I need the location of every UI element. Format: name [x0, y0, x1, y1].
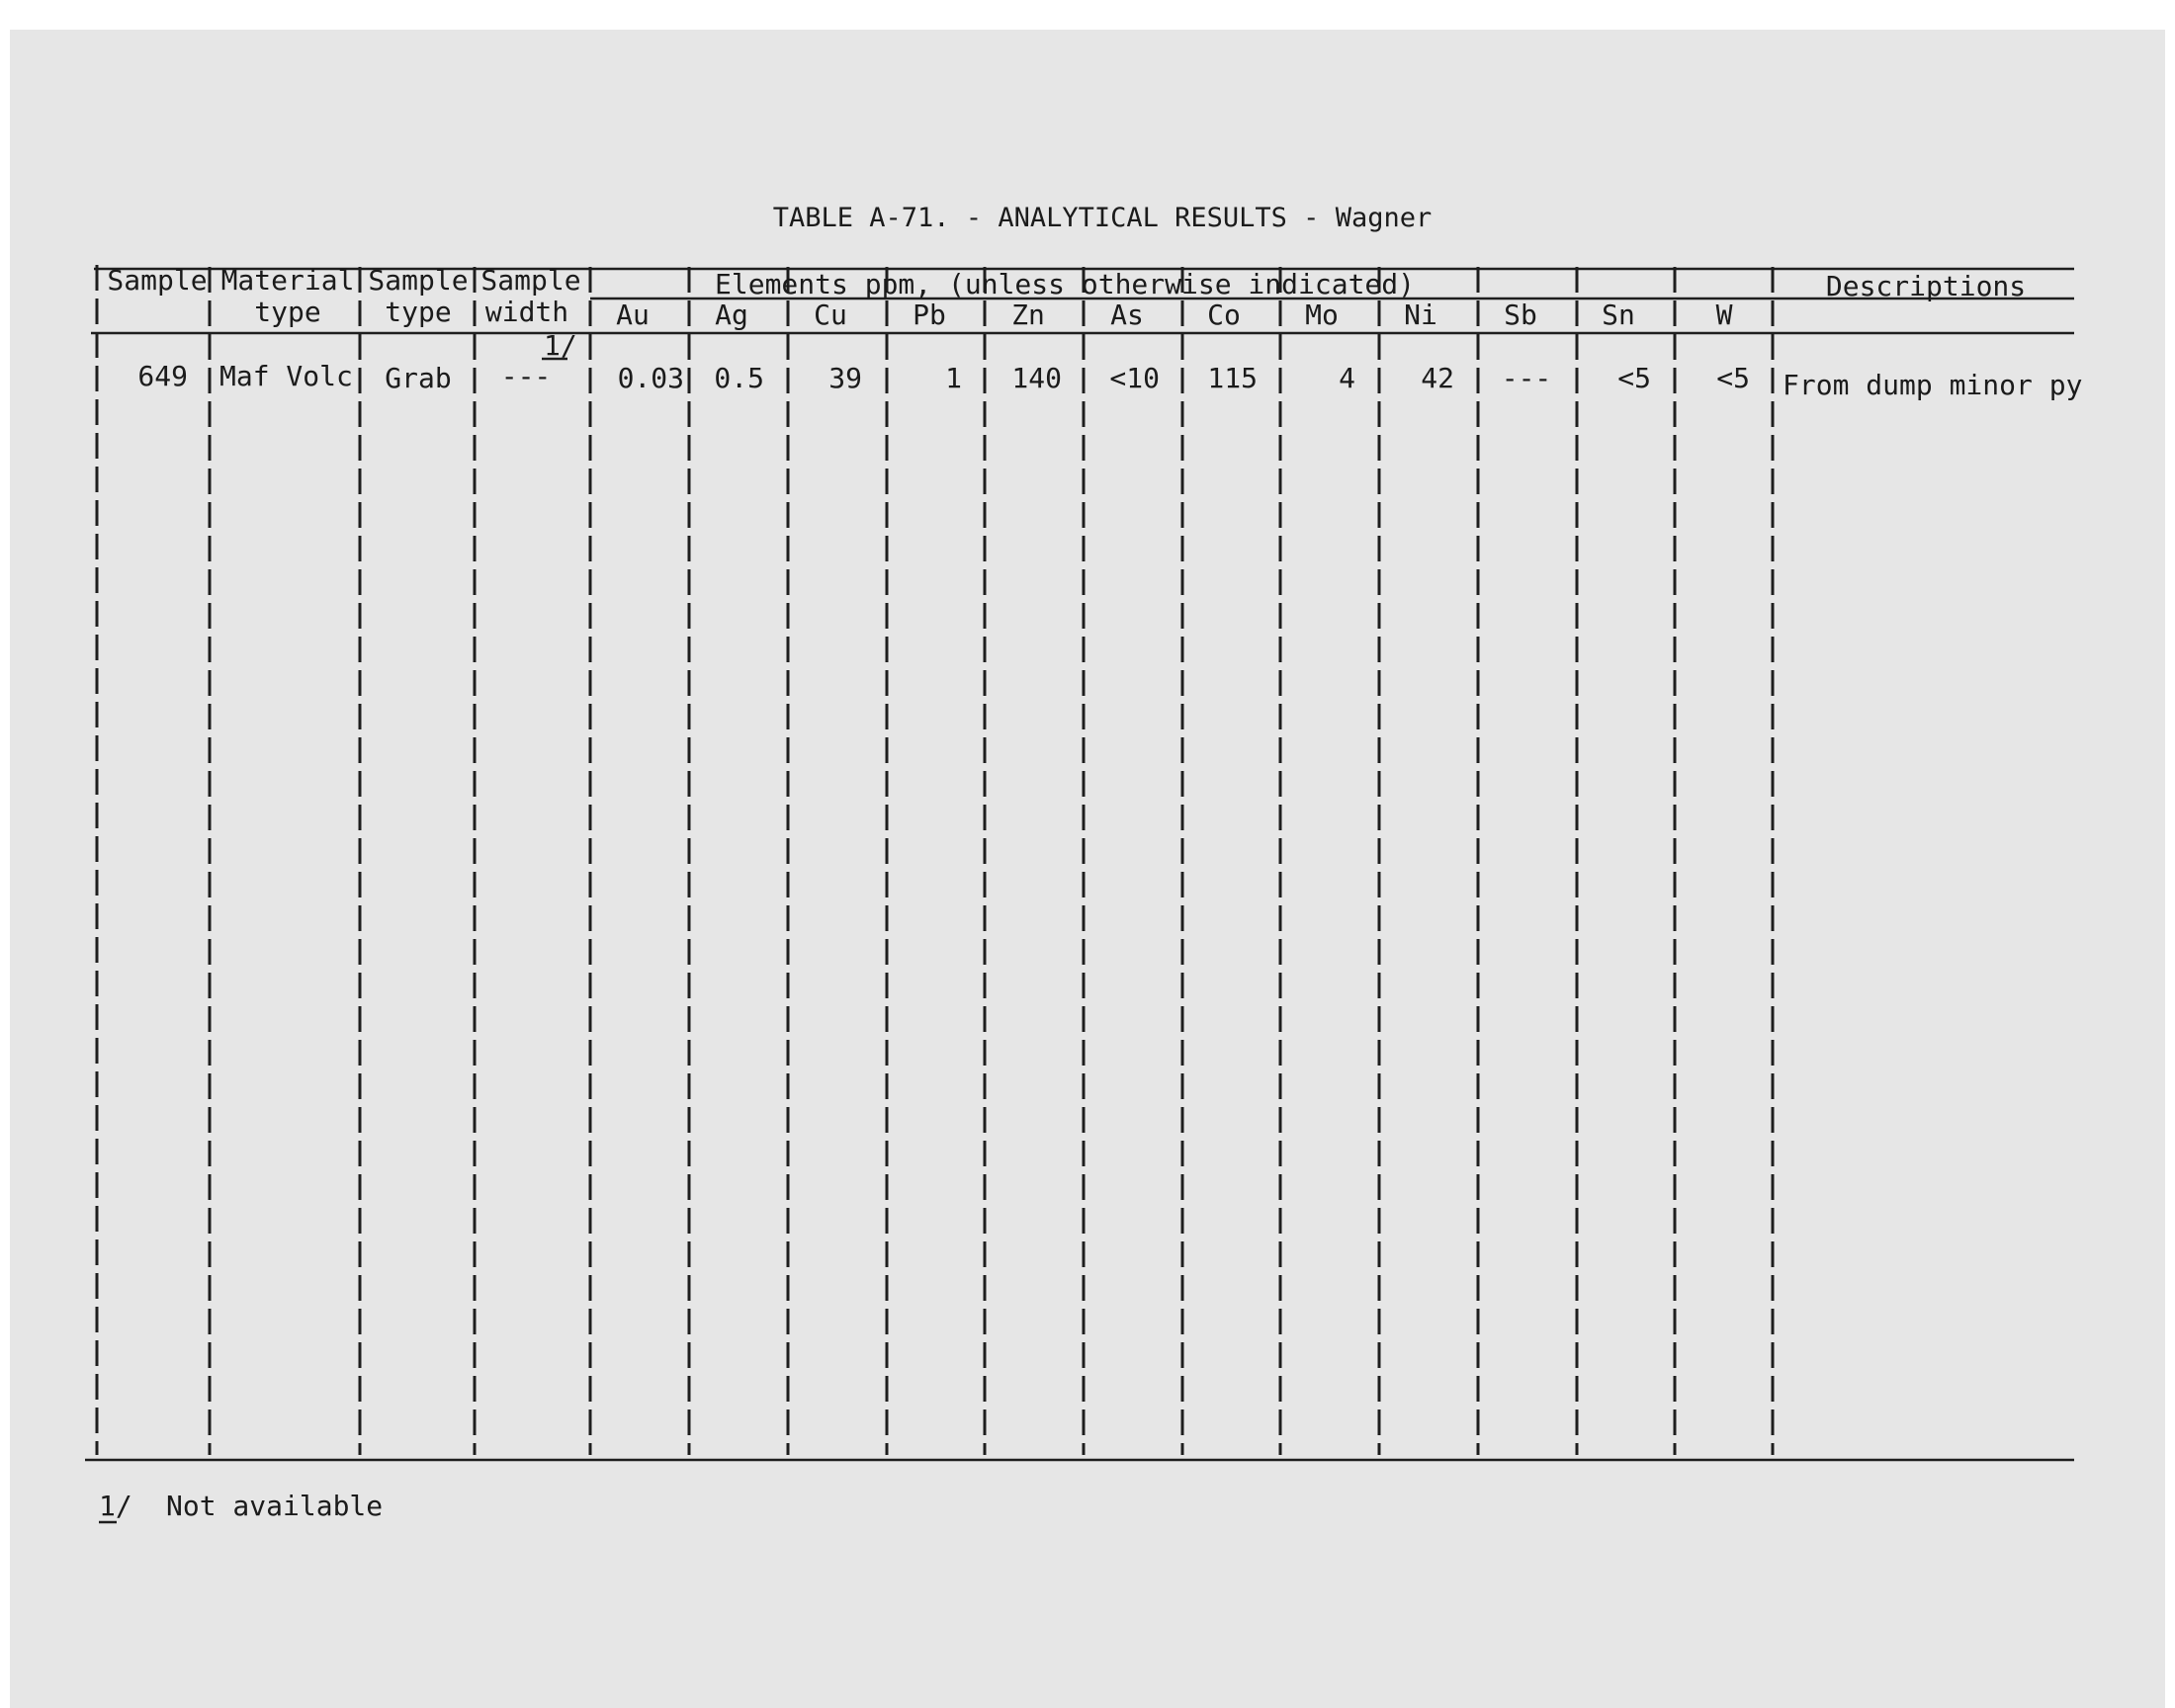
header-sample: Sample [107, 264, 208, 297]
footnote-marker: 1/ [99, 1490, 132, 1522]
header-element-sn: Sn [1602, 299, 1635, 331]
header-descriptions: Descriptions [1825, 270, 2027, 302]
header-element-co: Co [1207, 299, 1241, 331]
header-element-zn: Zn [1011, 299, 1045, 331]
cell-width: --- [500, 360, 552, 392]
cell-mo: 4 [1339, 362, 1355, 394]
width-note-marker: 1/ [544, 329, 577, 362]
cell-w: <5 [1716, 362, 1750, 394]
header-element-sb: Sb [1504, 299, 1537, 331]
header-element-cu: Cu [814, 299, 847, 331]
cell-pb: 1 [945, 362, 962, 394]
header-material: Material [220, 264, 355, 297]
table-title: TABLE A-71. - ANALYTICAL RESULTS - Wagner [772, 203, 1433, 233]
cell-ag: 0.5 [714, 362, 764, 394]
header-material-type: type [254, 296, 321, 328]
header-element-mo: Mo [1305, 299, 1339, 331]
cell-sample: 649 [137, 360, 188, 392]
header-sample-type-2: type [385, 296, 452, 328]
cell-as: <10 [1109, 362, 1160, 394]
header-element-ni: Ni [1404, 299, 1437, 331]
cell-cu: 39 [828, 362, 862, 394]
cell-material: Maf Volc [219, 360, 353, 392]
cell-ni: 42 [1421, 362, 1454, 394]
header-elements-group: Elements ppm, (unless otherwise indicated) [714, 268, 1416, 300]
header-sample-type: Sample [368, 264, 469, 297]
cell-zn: 140 [1011, 362, 1062, 394]
header-element-as: As [1110, 299, 1144, 331]
cell-sn: <5 [1617, 362, 1651, 394]
cell-sb: --- [1501, 362, 1552, 394]
cell-type: Grab [385, 362, 452, 394]
cell-co: 115 [1207, 362, 1258, 394]
cell-au: 0.03 [617, 362, 684, 394]
header-sample-width-2: width [484, 296, 569, 328]
header-element-ag: Ag [715, 299, 748, 331]
header-element-pb: Pb [913, 299, 946, 331]
cell-description: From dump minor py [1783, 369, 2083, 401]
header-element-w: W [1715, 299, 1733, 331]
footnote-text: Not available [166, 1490, 384, 1522]
header-element-au: Au [616, 299, 650, 331]
header-sample-width: Sample [480, 264, 581, 297]
